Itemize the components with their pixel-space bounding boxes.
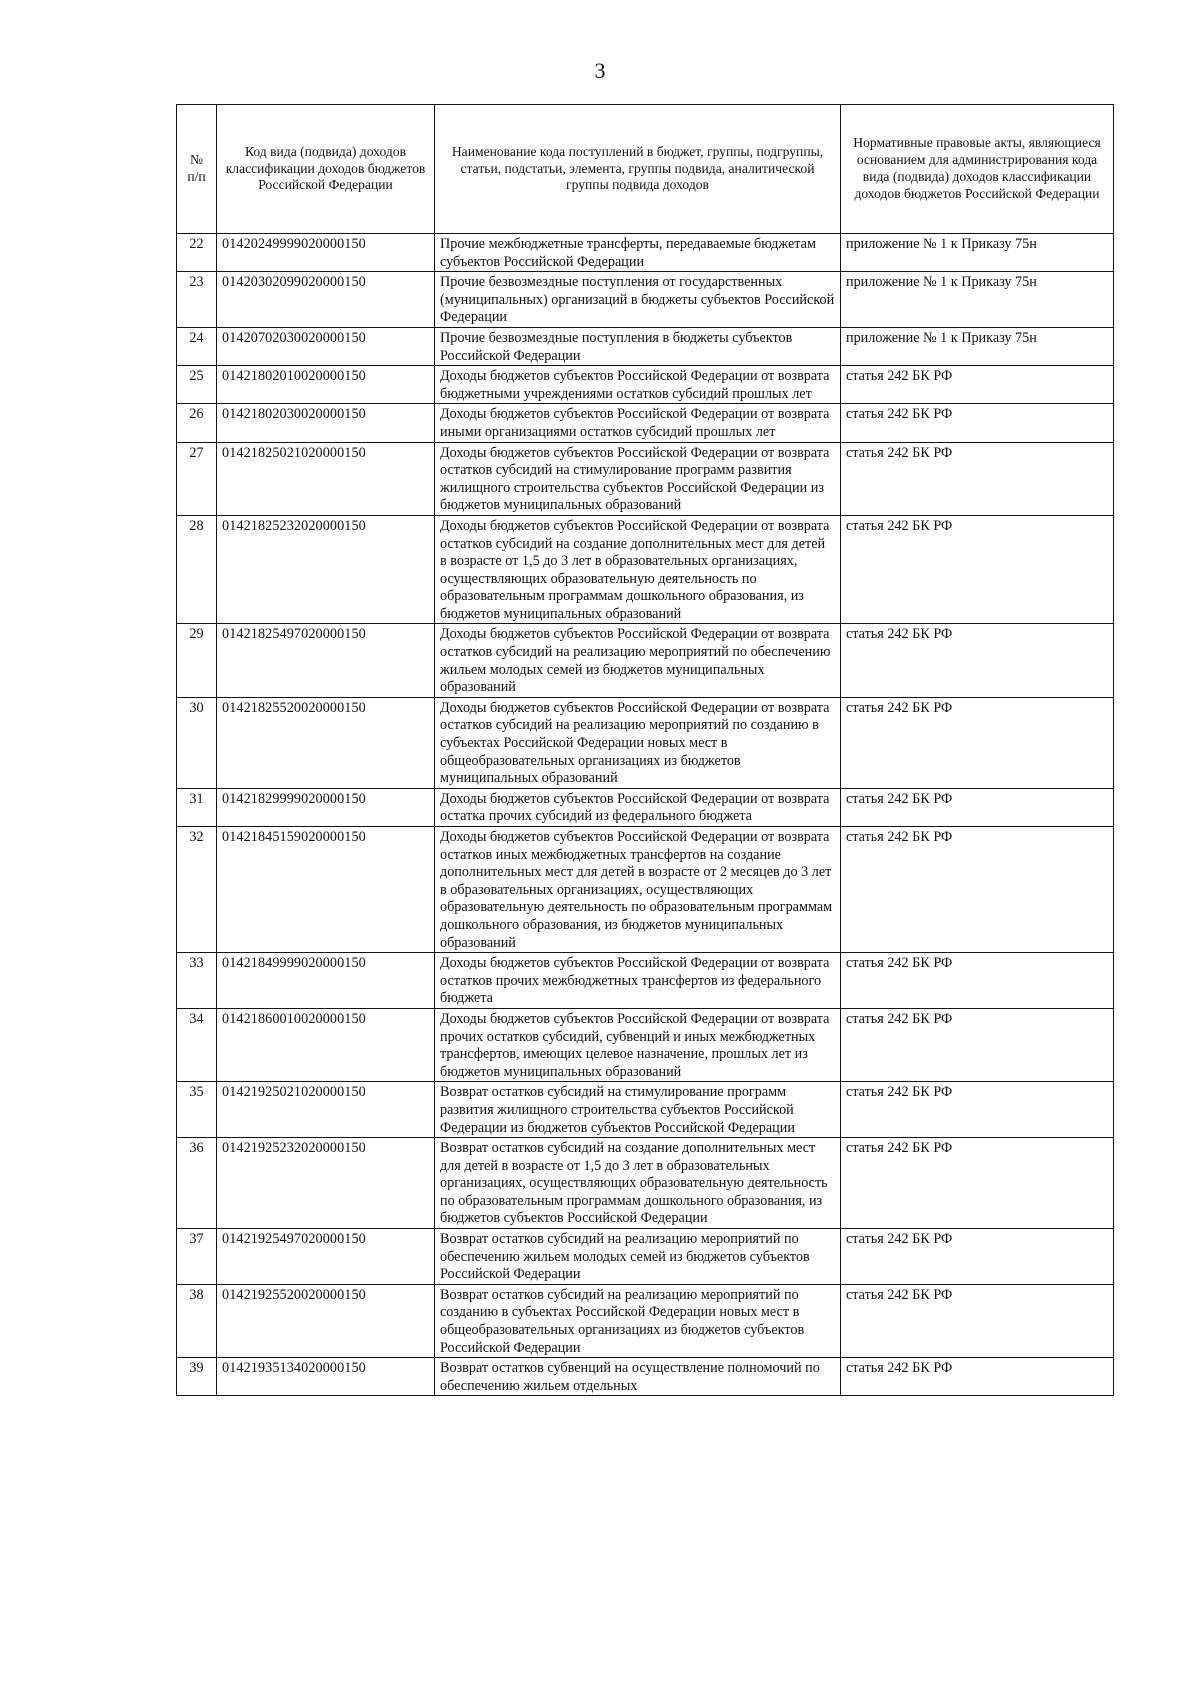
table-row [177,404,1114,442]
row-number-cell: 35 [177,1082,217,1138]
revenue-name-cell: Возврат остатков субвенций на осуществление полномочий по обеспечению жильем отдельных [435,1358,841,1396]
table-header [177,105,1114,234]
row-number-cell: 37 [177,1229,217,1285]
legal-acts-cell: статья 242 БК РФ [841,404,1114,442]
revenue-code-cell: 01421925497020000150 [217,1229,435,1285]
revenue-name-cell: Возврат остатков субсидий на создание дополнительных мест для детей в возрасте от 1,5 до 3 лет в образовательных организациях, осуществляющих образовательную деятельность по образовательным программам дошкольного образования, из бюджетов субъектов Российской Федерации [435,1138,841,1229]
row-number-cell: 39 [177,1358,217,1396]
revenue-name-cell: Доходы бюджетов субъектов Российской Федерации от возврата остатков субсидий на реализацию мероприятий по созданию в субъектах Российской Федерации новых мест в общеобразовательных организациях из бюджетов муниципальных образований [435,697,841,788]
table-row [177,1229,1114,1285]
revenue-code-cell: 01421925232020000150 [217,1138,435,1229]
row-number-cell: 26 [177,404,217,442]
revenue-code-cell: 01421825497020000150 [217,624,435,697]
row-number-cell: 33 [177,953,217,1009]
legal-acts-cell: статья 242 БК РФ [841,515,1114,624]
header-acts: Нормативные правовые акты, являющиеся основанием для администрирования кода вида (подвида) доходов классификации доходов бюджетов Российской Федерации [841,105,1114,234]
revenue-code-cell: 01421825520020000150 [217,697,435,788]
row-number-cell: 24 [177,327,217,365]
legal-acts-cell: статья 242 БК РФ [841,1082,1114,1138]
revenue-codes-table [176,104,1114,1396]
row-number-cell: 32 [177,827,217,953]
table-row [177,1082,1114,1138]
revenue-code-cell: 01420249999020000150 [217,234,435,272]
legal-acts-cell: статья 242 БК РФ [841,1008,1114,1081]
revenue-name-cell: Доходы бюджетов субъектов Российской Федерации от возврата прочих остатков субсидий, субвенций и иных межбюджетных трансфертов, имеющих целевое назначение, прошлых лет из бюджетов муниципальных образований [435,1008,841,1081]
revenue-code-cell: 01421925520020000150 [217,1284,435,1357]
revenue-code-cell: 01421845159020000150 [217,827,435,953]
table-row [177,1358,1114,1396]
legal-acts-cell: статья 242 БК РФ [841,827,1114,953]
row-number-cell: 23 [177,272,217,328]
legal-acts-cell: статья 242 БК РФ [841,1284,1114,1357]
table-body [177,234,1114,1396]
revenue-code-cell: 01421802010020000150 [217,366,435,404]
revenue-code-cell: 01421925021020000150 [217,1082,435,1138]
revenue-code-cell: 01421829999020000150 [217,788,435,826]
revenue-name-cell: Доходы бюджетов субъектов Российской Федерации от возврата остатков иных межбюджетных трансфертов на создание дополнительных мест для детей в возрасте от 2 месяцев до 3 лет в образовательных организациях, осуществляющих образовательную деятельность по образовательным программам дошкольного образования, из бюджетов муниципальных образований [435,827,841,953]
table-row [177,1138,1114,1229]
revenue-name-cell: Возврат остатков субсидий на стимулирование программ развития жилищного строительства субъектов Российской Федерации из бюджетов субъектов Российской Федерации [435,1082,841,1138]
legal-acts-cell: приложение № 1 к Приказу 75н [841,272,1114,328]
table-row [177,442,1114,515]
legal-acts-cell: статья 242 БК РФ [841,1358,1114,1396]
legal-acts-cell: статья 242 БК РФ [841,624,1114,697]
table-row [177,788,1114,826]
revenue-name-cell: Возврат остатков субсидий на реализацию мероприятий по обеспечению жильем молодых семей из бюджетов субъектов Российской Федерации [435,1229,841,1285]
legal-acts-cell: статья 242 БК РФ [841,1229,1114,1285]
legal-acts-cell: приложение № 1 к Приказу 75н [841,234,1114,272]
revenue-name-cell: Доходы бюджетов субъектов Российской Федерации от возврата бюджетными учреждениями остатков субсидий прошлых лет [435,366,841,404]
revenue-code-cell: 01421860010020000150 [217,1008,435,1081]
table-row [177,1284,1114,1357]
revenue-code-cell: 01421825021020000150 [217,442,435,515]
revenue-name-cell: Прочие безвозмездные поступления от государственных (муниципальных) организаций в бюджеты субъектов Российской Федерации [435,272,841,328]
header-row [177,105,1114,234]
revenue-code-cell: 01421849999020000150 [217,953,435,1009]
legal-acts-cell: статья 242 БК РФ [841,953,1114,1009]
table-row [177,515,1114,624]
table-row [177,1008,1114,1081]
revenue-name-cell: Доходы бюджетов субъектов Российской Федерации от возврата остатков прочих межбюджетных трансфертов из федерального бюджета [435,953,841,1009]
table-row [177,272,1114,328]
table-row [177,697,1114,788]
table-row [177,827,1114,953]
revenue-code-cell: 01421825232020000150 [217,515,435,624]
header-name: Наименование кода поступлений в бюджет, группы, подгруппы, статьи, подстатьи, элемента, группы подвида, аналитической группы подвида доходов [435,105,841,234]
revenue-name-cell: Прочие межбюджетные трансферты, передаваемые бюджетам субъектов Российской Федерации [435,234,841,272]
row-number-cell: 36 [177,1138,217,1229]
row-number-cell: 28 [177,515,217,624]
revenue-name-cell: Возврат остатков субсидий на реализацию мероприятий по созданию в субъектах Российской Федерации новых мест в общеобразовательных организациях из бюджетов субъектов Российской Федерации [435,1284,841,1357]
legal-acts-cell: статья 242 БК РФ [841,697,1114,788]
page-number: 3 [594,58,606,83]
legal-acts-cell: статья 242 БК РФ [841,1138,1114,1229]
table-row [177,953,1114,1009]
revenue-code-cell: 01420702030020000150 [217,327,435,365]
table-row [177,327,1114,365]
row-number-cell: 30 [177,697,217,788]
revenue-name-cell: Прочие безвозмездные поступления в бюджеты субъектов Российской Федерации [435,327,841,365]
row-number-cell: 27 [177,442,217,515]
revenue-name-cell: Доходы бюджетов субъектов Российской Федерации от возврата остатков субсидий на реализацию мероприятий по обеспечению жильем молодых семей из бюджетов муниципальных образований [435,624,841,697]
revenue-name-cell: Доходы бюджетов субъектов Российской Федерации от возврата остатка прочих субсидий из федерального бюджета [435,788,841,826]
revenue-code-cell: 01421802030020000150 [217,404,435,442]
legal-acts-cell: статья 242 БК РФ [841,366,1114,404]
legal-acts-cell: статья 242 БК РФ [841,442,1114,515]
table-row [177,234,1114,272]
revenue-name-cell: Доходы бюджетов субъектов Российской Федерации от возврата иными организациями остатков субсидий прошлых лет [435,404,841,442]
header-code: Код вида (подвида) доходов классификации доходов бюджетов Российской Федерации [217,105,435,234]
revenue-name-cell: Доходы бюджетов субъектов Российской Федерации от возврата остатков субсидий на создание дополнительных мест для детей в возрасте от 1,5 до 3 лет в образовательных организациях, осуществляющих образовательную деятельность по образовательным программам дошкольного образования, из бюджетов муниципальных образований [435,515,841,624]
row-number-cell: 34 [177,1008,217,1081]
row-number-cell: 38 [177,1284,217,1357]
legal-acts-cell: статья 242 БК РФ [841,788,1114,826]
row-number-cell: 22 [177,234,217,272]
header-number: № п/п [177,105,217,234]
legal-acts-cell: приложение № 1 к Приказу 75н [841,327,1114,365]
row-number-cell: 29 [177,624,217,697]
row-number-cell: 25 [177,366,217,404]
revenue-name-cell: Доходы бюджетов субъектов Российской Федерации от возврата остатков субсидий на стимулирование программ развития жилищного строительства субъектов Российской Федерации из бюджетов муниципальных образований [435,442,841,515]
revenue-code-cell: 01420302099020000150 [217,272,435,328]
row-number-cell: 31 [177,788,217,826]
table-row [177,624,1114,697]
table-row [177,366,1114,404]
revenue-code-cell: 01421935134020000150 [217,1358,435,1396]
